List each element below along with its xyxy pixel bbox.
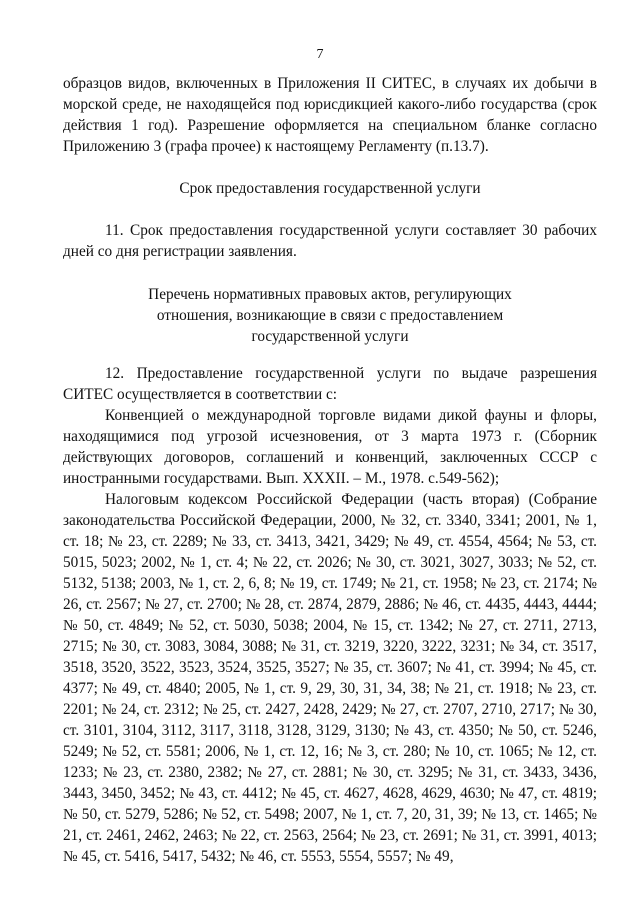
heading-acts-line-3: государственной услуги — [251, 328, 409, 345]
paragraph-tax-code: Налоговым кодексом Российской Федерации (часть вторая) (Собрание законодательства Российской Федерации, 2000, № 32, ст. 3340, 3341; 2001, № 1, ст. 18; № 23, ст. 2289; № 33, ст. 3413, 3421, 3429; № 49, ст. 4554, 4564; № 53, ст. 5015, 5023; 2002, № 1, ст. 4; № 22, ст. 2026; № 30, ст. 3021, 3027, 3033; № 52, ст. 5132, 5138; 2003, № 1, ст. 2, 6, 8; № 19, ст. 1749; № 21, ст. 1958; № 23, ст. 2174; № 26, ст. 2567; № 27, ст. 2700; № 28, ст. 2874, 2879, 2886; № 46, ст. 4435, 4443, 4444; № 50, ст. 4849; № 52, ст. 5030, 5038; 2004, № 15, ст. 1342; № 27, ст. 2711, 2713, 2715; № 30, ст. 3083, 3084, 3088; № 31, ст. 3219, 3220, 3222, 3231; № 34, ст. 3517, 3518, 3520, 3522, 3523, 3524, 3525, 3527; № 35, ст. 3607; № 41, ст. 3994; № 45, ст. 4377; № 49, ст. 4840; 2005, № 1, ст. 9, 29, 30, 31, 34, 38; № 21, ст. 1918; № 23, ст. 2201; № 24, ст. 2312; № 25, ст. 2427, 2428, 2429; № 27, ст. 2707, 2710, 2717; № 30, ст. 3101, 3104, 3112, 3117, 3118, 3128, 3129, 3130; № 43, ст. 4350; № 50, ст. 5246, 5249; № 52, ст. 5581; 2006, № 1, ст. 12, 16; № 3, ст. 280; № 10, ст. 1065; № 12, ст. 1233; № 23, ст. 2380, 2382; № 27, ст. 2881; № 30, ст. 3295; № 31, ст. 3433, 3436, 3443, 3450, 3452; № 43, ст. 4412; № 45, ст. 4627, 4628, 4629, 4630; № 47, ст. 4819; № 50, ст. 5279, 5286; № 52, ст. 5498; 2007, № 1, ст. 7, 20, 31, 39; № 13, ст. 1465; № 21, ст. 2461, 2462, 2463; № 22, ст. 2563, 2564; № 23, ст. 2691; № 31, ст. 3991, 4013; № 45, ст. 5416, 5417, 5432; № 46, ст. 5553, 5554, 5557; № 49, — [63, 491, 597, 865]
paragraph-11-block — [63, 220, 597, 262]
section-heading-acts — [63, 284, 597, 347]
paragraph-12: 12. Предоставление государственной услуги по выдаче разрешения СИТЕС осуществляется в соответствии с: — [63, 365, 597, 403]
paragraph-convention: Конвенцией о международной торговле видами дикой фауны и флоры, находящимися под угрозой исчезновения, от 3 марта 1973 г. (Сборник действующих договоров, соглашений и конвенций, заключенных СССР с иностранными государствами. Вып. XXXII. – М., 1978. с.549-562); — [63, 407, 597, 487]
paragraph-11: 11. Срок предоставления государственной услуги составляет 30 рабочих дней со дня регистрации заявления. — [63, 222, 597, 260]
heading-term: Срок предоставления государственной услуги — [179, 180, 481, 197]
paragraph-continuation — [63, 73, 597, 157]
paragraph-top: образцов видов, включенных в Приложения II СИТЕС, в случаях их добычи в морской среде, не находящейся под юрисдикцией какого-либо государства (срок действия 1 год). Разрешение оформляется на специальном бланке согласно Приложению 3 (графа прочее) к настоящему Регламенту (п.13.7). — [63, 75, 597, 155]
page-number: 7 — [316, 47, 324, 62]
section-heading-term-block — [63, 178, 597, 199]
heading-acts-line-1: Перечень нормативных правовых актов, регулирующих — [148, 286, 512, 303]
heading-acts-line-2: отношения, возникающие в связи с предоставлением — [156, 307, 504, 324]
paragraph-12-block — [63, 363, 597, 867]
